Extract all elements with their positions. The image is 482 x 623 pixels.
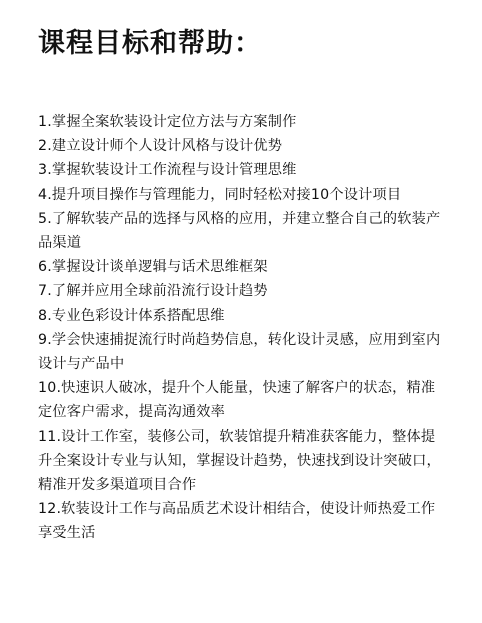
goal-item-10: 10.快速识人破冰，提升个人能量，快速了解客户的状态，精准定位客户需求，提高沟通效率 xyxy=(38,380,436,421)
goal-list xyxy=(38,110,448,546)
goal-item-6: 6.掌握设计谈单逻辑与话术思维框架 xyxy=(38,259,268,276)
goal-item-7: 7.了解并应用全球前沿流行设计趋势 xyxy=(38,283,268,300)
goal-item-11: 11.设计工作室，装修公司，软装馆提升精准获客能力，整体提升全案设计专业与认知，掌握设计趋势，快速找到设计突破口，精准开发多渠道项目合作 xyxy=(38,428,441,494)
page-title: 课程目标和帮助： xyxy=(38,28,262,59)
goal-item-2: 2.建立设计师个人设计风格与设计优势 xyxy=(38,138,283,155)
goal-item-9: 9.学会快速捕捉流行时尚趋势信息，转化设计灵感，应用到室内设计与产品中 xyxy=(38,331,441,373)
goal-item-3: 3.掌握软装设计工作流程与设计管理思维 xyxy=(38,162,297,179)
goal-item-5: 5.了解软装产品的选择与风格的应用，并建立整合自己的软装产品渠道 xyxy=(38,210,441,252)
goal-item-12: 12.软装设计工作与高品质艺术设计相结合，使设计师热爱工作享受生活 xyxy=(38,501,436,542)
goal-item-1: 1.掌握全案软装设计定位方法与方案制作 xyxy=(38,114,297,130)
goal-item-8: 8.专业色彩设计体系搭配思维 xyxy=(38,307,225,324)
goal-item-4: 4.提升项目操作与管理能力，同时轻松对接10个设计项目 xyxy=(38,186,402,203)
